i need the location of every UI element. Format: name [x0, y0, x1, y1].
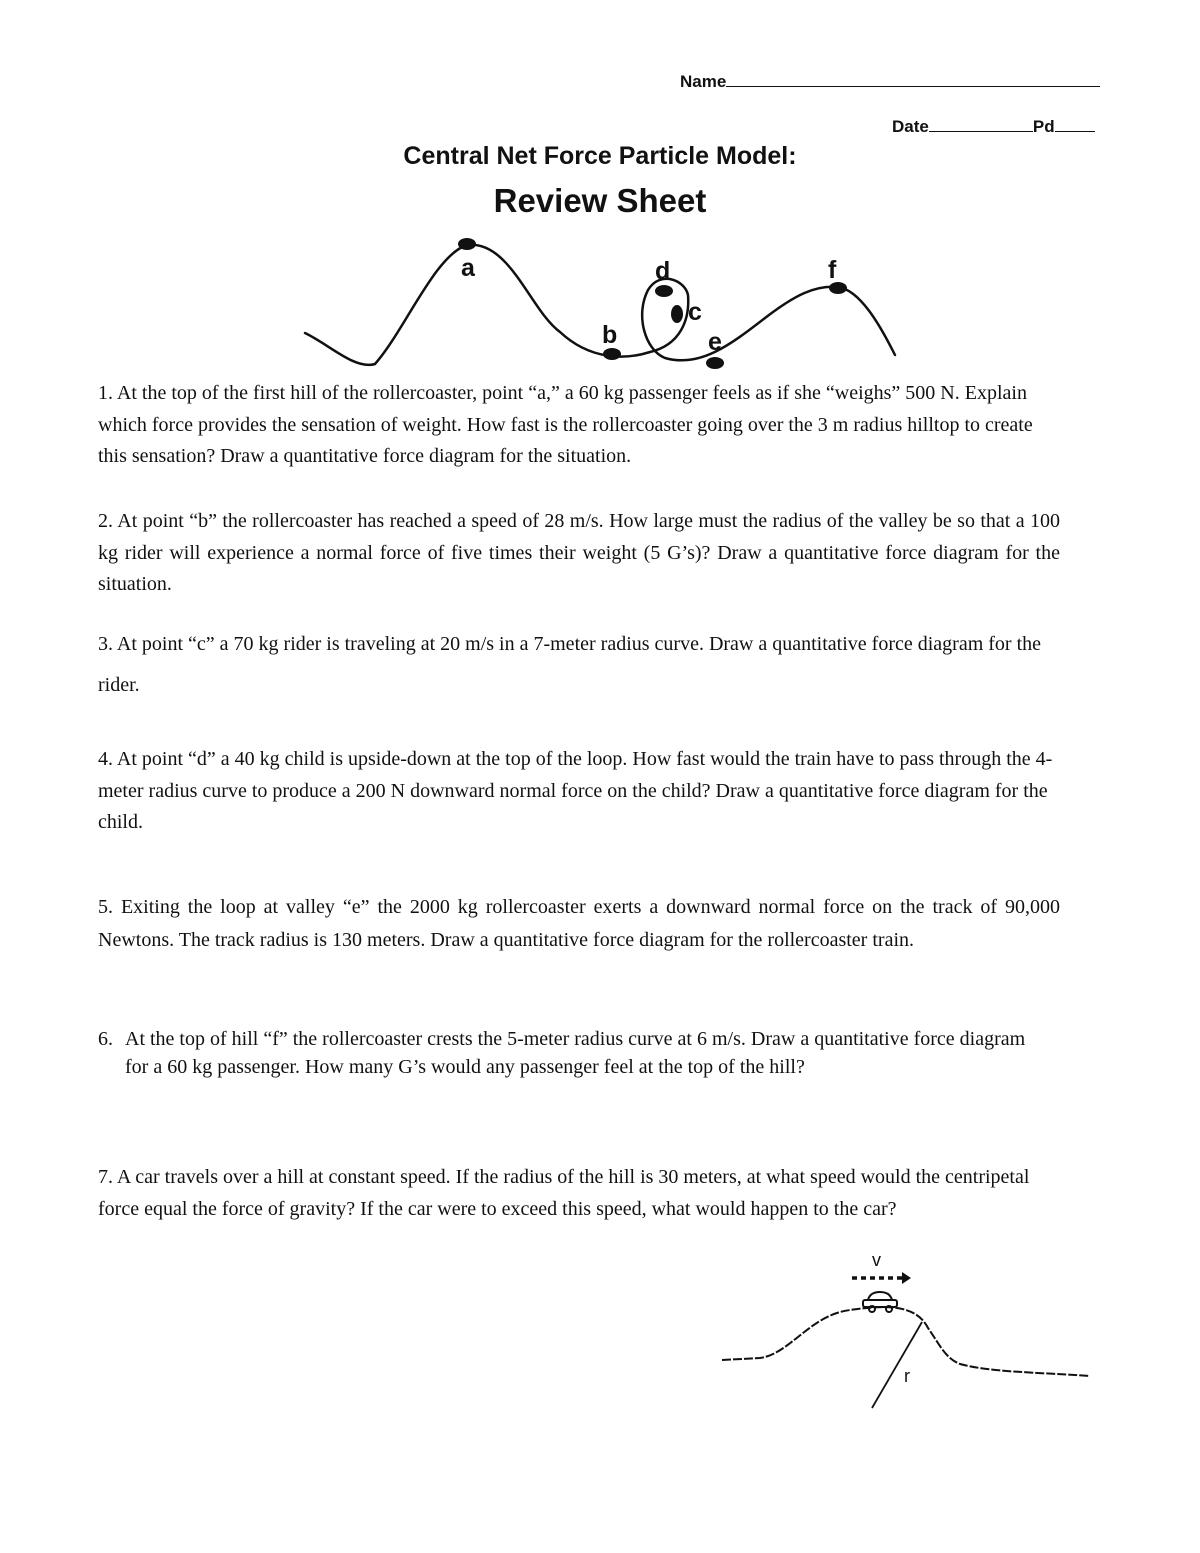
date-label: Date: [892, 117, 929, 136]
velocity-label: v: [872, 1250, 881, 1270]
pd-label: Pd: [1032, 117, 1055, 136]
question-4: [98, 744, 1060, 839]
velocity-arrowhead: [902, 1272, 911, 1284]
question-number: 3.: [98, 633, 113, 655]
radius-label: r: [904, 1366, 910, 1386]
question-text: At point “c” a 70 kg rider is traveling at 20 m/s in a 7-meter radius curve. Draw a quantitative force diagram for the rider.: [98, 633, 1042, 696]
question-text: At point “d” a 40 kg child is upside-down at the top of the loop. How fast would the train have to pass through the 4-meter radius curve to produce a 200 N downward normal force on the child? Draw a quantitative force diagram for the child.: [98, 748, 1053, 833]
question-text: At the top of the first hill of the rollercoaster, point “a,” a 60 kg passenger feels as if she “weighs” 500 N. Explain which force provides the sensation of weight. How fast is the rollercoaster going over the 3 m radius hilltop to create this sensation? Draw a quantitative force diagram for the situation.: [98, 382, 1033, 467]
point-d-dot: [655, 285, 673, 297]
radius-line: [872, 1322, 922, 1408]
question-text: Exiting the loop at valley “e” the 2000 kg rollercoaster exerts a downward normal force on the track of 90,000 Newtons. The track radius is 130 meters. Draw a quantitative force diagram for the rollercoaster train.: [98, 896, 1061, 951]
question-number: 5.: [98, 896, 113, 918]
car-icon: [863, 1292, 897, 1312]
page-subtitle: Review Sheet: [493, 182, 707, 219]
point-d-label: d: [655, 257, 671, 285]
point-a-label: a: [461, 254, 475, 282]
coaster-track: [305, 245, 895, 365]
point-c-label: c: [688, 298, 702, 326]
question-6: [98, 1025, 1048, 1081]
point-a-dot: [458, 238, 476, 250]
name-label: Name: [680, 72, 727, 91]
question-1: [98, 378, 1060, 473]
question-number: 4.: [98, 748, 113, 770]
question-text: At point “b” the rollercoaster has reached a speed of 28 m/s. How large must the radius of the valley be so that a 100 kg rider will experience a normal force of five times their weight (5 G’s)? Draw a quantitative force diagram for the situation.: [98, 510, 1060, 595]
question-7: [98, 1161, 1038, 1225]
point-e-dot: [706, 357, 724, 369]
question-text: A car travels over a hill at constant speed. If the radius of the hill is 30 meters, at what speed would the centripetal force equal the force of gravity? If the car were to exceed this speed, what would happen to the car?: [98, 1166, 1030, 1220]
point-c-dot: [671, 305, 683, 323]
hill-figure: [700, 1240, 1100, 1420]
question-number: 1.: [98, 382, 113, 404]
question-number: 2.: [98, 510, 113, 532]
question-3: [98, 624, 1060, 706]
point-b-label: b: [602, 321, 618, 349]
question-number: 6.: [98, 1028, 113, 1050]
question-5: [98, 891, 1060, 957]
question-number: 7.: [98, 1166, 113, 1188]
page-title: Central Net Force Particle Model:: [403, 142, 797, 170]
rollercoaster-figure: [0, 0, 1200, 380]
question-2: [98, 506, 1060, 601]
point-b-dot: [603, 348, 621, 360]
point-f-label: f: [828, 256, 837, 284]
question-text: At the top of hill “f” the rollercoaster crests the 5-meter radius curve at 6 m/s. Draw a quantitative force diagram for a 60 kg passenger. How many G’s would any passenger feel at the top of the hill?: [125, 1028, 1026, 1078]
point-e-label: e: [708, 328, 722, 356]
